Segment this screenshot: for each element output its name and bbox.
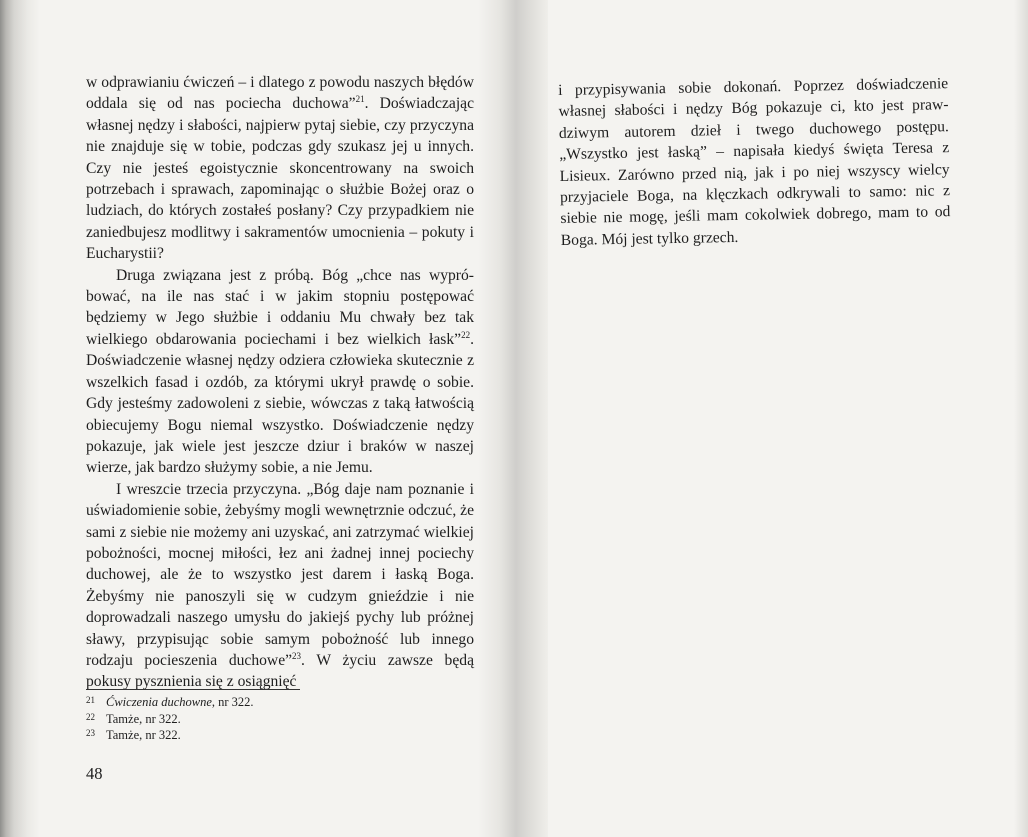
- paragraph-3: I wreszcie trzecia przyczyna. „Bóg daje nam poznanie i uświadomienie sobie, żebyśmy mogli wewnętrznie odczuć, że sami z siebie nie możemy ani uzyskać, ani zatrzymać wielkiej pobożności, mocnej miłości, łez ani żadnej innej pociechy duchowej, ale że to wszystko jest darem i łaską Boga. Żebyśmy nie panoszyli się w cudzym gnieździe i nie doprowadzali naszego umysłu do jakiejś pychy lub próżnej sławy, przypisując sobie samym pobożność lub innego rodzaju pocieszenia duchowe”$^{23}$. W życiu zawsze będą pokusy pysznienia się z osiągnięć: [86, 480, 474, 691]
- footnote-21: 21 Ćwiczenia duchowne, nr 322.: [86, 695, 254, 709]
- footnote-22: 22 Tamże, nr 322.: [86, 711, 181, 726]
- footnote-23: 23 Tamże, nr 322.: [86, 728, 181, 742]
- footnote-separator: [86, 689, 300, 690]
- footnote-ref-23: 23: [292, 650, 302, 661]
- footnotes: [86, 694, 474, 744]
- page-edge-right: [1014, 0, 1028, 837]
- paragraph-1: w odprawianiu ćwiczeń – i dlatego z powodu naszych błędów oddala się od nas pociecha duchowa”$^{21}$. Doświadczając własnej nędzy i słabości, najpierw pytaj siebie, czy przyczyna nie znajduje się w tobie, podczas gdy szukasz jej u innych. Czy nie jesteś egoistycznie skoncentrowany na swoich potrzebach i sprawach, zapominając o służbie Bożej oraz o ludziach, do których zostałeś posłany? Czy przypadkiem nie zaniedbujesz modlitwy i sakramentów umocnienia – pokuty i Eucharystii?: [86, 74, 474, 263]
- footnote-ref-21: 21: [355, 94, 365, 105]
- right-page-body: [558, 73, 951, 251]
- book-gutter: [478, 0, 548, 837]
- left-page-body: [86, 72, 474, 693]
- binding-shadow-left: [0, 0, 40, 837]
- page-number: 48: [86, 764, 103, 783]
- footnote-ref-22: 22: [461, 329, 471, 340]
- paragraph-2: Druga związana jest z próbą. Bóg „chce nas wypróbować, na ile nas stać i w jakim stopniu postępować będziemy w Jego służbie i oddaniu Mu chwały bez tak wielkiego obdarowania pociechami i bez wielkich łask”$^{22}$. Doświadczenie własnej nędzy odziera człowieka skutecznie z wszelkich fasad i ozdób, za którymi ukrył prawdę o sobie. Gdy jesteśmy zadowoleni z siebie, wówczas z taką łatwością obiecujemy Bogu niemal wszystko. Doświadczenie nędzy pokazuje, jak wiele jest jeszcze dziur i braków w naszej wierze, jak bardzo służymy sobie, a nie Jemu.: [86, 266, 474, 477]
- paragraph-right-1: i przypisywania sobie dokonań. Poprzez doświadczenie własnej słabości i nędzy Bóg pokazuje ci, kto jest prawdziwym autorem dzieł i twego duchowego postępu. „Wszystko jest łaską” – napisała kiedyś święta Teresa z Lisieux. Zarówno przed nią, jak i po niej wszyscy wielcy przyjaciele Boga, na klęczkach odkrywali to samo: nic z siebie nie mogę, jeśli mam cokolwiek dobrego, mam to od Boga. Mój jest tylko grzech.: [558, 75, 951, 249]
